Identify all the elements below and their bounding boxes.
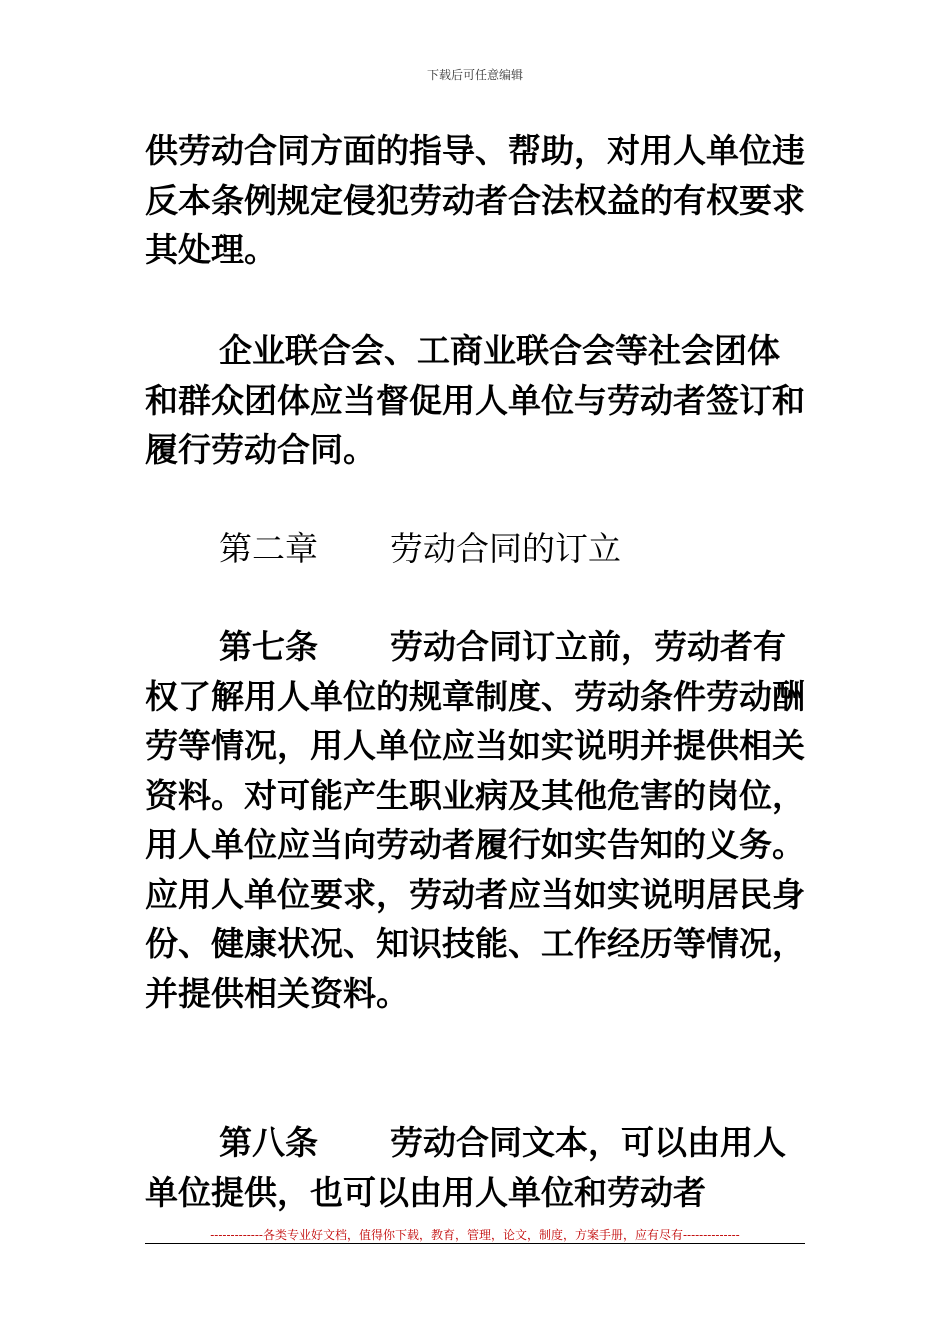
chapter-heading — [145, 524, 805, 574]
article-8-label: 第八条 — [219, 1123, 318, 1162]
article-7-label: 第七条 — [219, 627, 318, 666]
page-header: 下载后可任意编辑 — [426, 68, 523, 82]
chapter-title: 劳动合同的订立 — [390, 529, 621, 568]
page-footer: -------------各类专业好文档，值得你下载，教育，管理，论文，制度，方案手册，应有尽有-------------- — [210, 1228, 740, 1242]
article-8-text: 劳动合同文本，可以由用人单位提供，也可以由用人单位和劳动者 — [145, 1123, 786, 1212]
article-8 — [145, 1118, 805, 1217]
footer-divider — [145, 1243, 805, 1244]
article-7 — [145, 622, 805, 1018]
paragraph-2: 企业联合会、工商业联合会等社会团体和群众团体应当督促用人单位与劳动者签订和履行劳动合同。 — [145, 331, 805, 469]
article-7-text: 劳动合同订立前，劳动者有权了解用人单位的规章制度、劳动条件劳动酬劳等情况，用人单位应当如实说明并提供相关资料。对可能产生职业病及其他危害的岗位，用人单位应当向劳动者履行如实告知的义务。应用人单位要求，劳动者应当如实说明居民身份、健康状况、知识技能、工作经历等情况，并提供相关资料。 — [145, 627, 805, 1013]
paragraph-1: 供劳动合同方面的指导、帮助，对用人单位违反本条例规定侵犯劳动者合法权益的有权要求其处理。 — [145, 131, 805, 269]
chapter-number: 第二章 — [219, 529, 318, 568]
